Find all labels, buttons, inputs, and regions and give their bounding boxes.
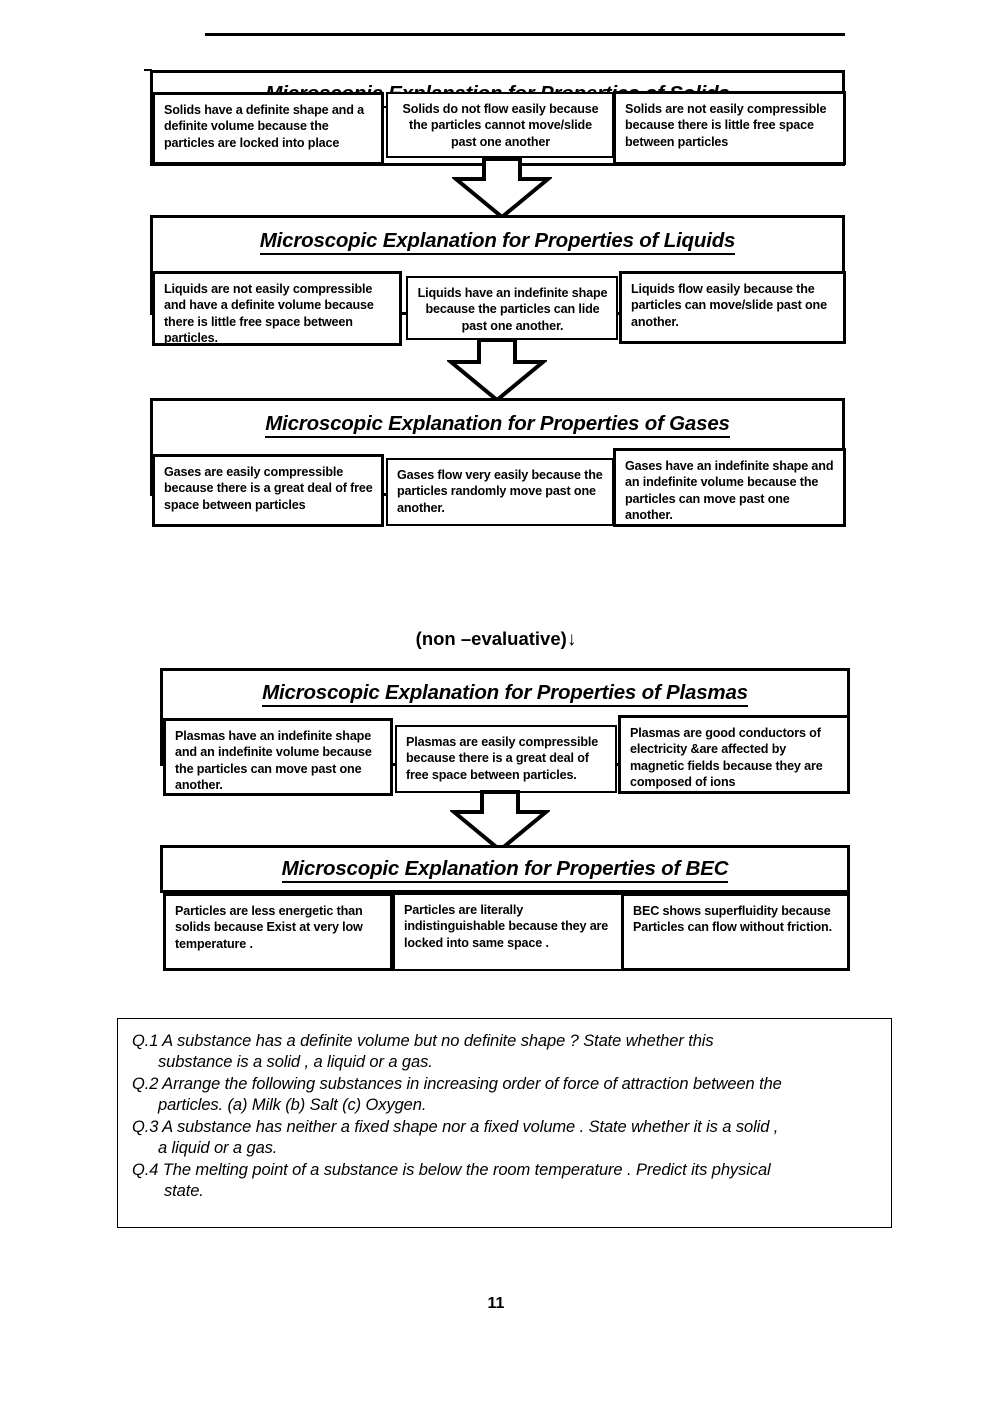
question-4-line-1: Q.4 The melting point of a substance is below the room temperature . Predict its physical <box>132 1160 771 1179</box>
gases-box-2 <box>386 458 614 526</box>
liquids-box-2 <box>406 276 618 340</box>
bec-box-1-text: Particles are less energetic than solids because Exist at very low temperature . <box>175 904 363 951</box>
plasmas-box-1 <box>163 718 393 796</box>
liquids-box-1-text: Liquids are not easily compressible and have a definite volume because there is little free space between particles. <box>164 282 374 346</box>
gases-box-1 <box>152 454 384 527</box>
solids-box-3-text: Solids are not easily compressible because there is little free space between particles <box>625 102 827 149</box>
bec-box-3-text: BEC shows superfluidity because Particles can flow without friction. <box>633 904 832 935</box>
gases-title <box>150 412 845 436</box>
down-arrow-icon: ↓ <box>566 629 577 650</box>
bec-box-1 <box>163 893 393 971</box>
non-evaluative-text: (non –evaluative) <box>415 628 567 649</box>
gases-box-3-text: Gases have an indefinite shape and an indefinite volume because the particles can move past one another. <box>625 459 834 523</box>
question-1-line-1: Q.1 A substance has a definite volume but no definite shape ? State whether this <box>132 1032 714 1050</box>
plasmas-box-2 <box>395 725 617 793</box>
solids-box-3 <box>613 91 846 165</box>
bec-box-2 <box>393 893 623 971</box>
solids-box-2-text: Solids do not flow easily because the particles cannot move/slide past one another <box>402 102 599 149</box>
gases-box-3 <box>613 448 846 527</box>
question-1-line-2: substance is a solid , a liquid or a gas. <box>158 1053 433 1072</box>
plasmas-box-2-text: Plasmas are easily compressible because there is a great deal of free space between particles. <box>406 735 599 782</box>
non-evaluative-note <box>0 628 992 651</box>
page-number <box>0 1295 992 1313</box>
gases-box-2-text: Gases flow very easily because the particles randomly move past one another. <box>397 468 603 515</box>
arrow-plasmas-to-bec <box>450 790 550 852</box>
arrow-solids-to-liquids <box>452 157 552 219</box>
liquids-title <box>150 229 845 253</box>
solids-box-2 <box>386 92 614 158</box>
liquids-box-2-text: Liquids have an indefinite shape because the particles can lide past one another. <box>417 286 608 333</box>
liquids-box-3-text: Liquids flow easily because the particles can move/slide past one another. <box>631 282 827 329</box>
arrow-liquids-to-gases <box>447 338 547 402</box>
liquids-title-text: Microscopic Explanation for Properties of Liquids <box>260 229 735 255</box>
bec-title-text: Microscopic Explanation for Properties of BEC <box>282 857 729 883</box>
plasmas-box-3 <box>618 715 850 794</box>
section-bec <box>160 845 850 893</box>
question-4-line-2: state. <box>164 1182 204 1201</box>
gases-box-1-text: Gases are easily compressible because there is a great deal of free space between particles <box>164 465 373 512</box>
bec-box-2-text: Particles are literally indistinguishable because they are locked into same space . <box>404 903 609 950</box>
plasmas-title <box>160 681 850 705</box>
gases-title-text: Microscopic Explanation for Properties of Gases <box>265 412 730 438</box>
page-number-text: 11 <box>487 1295 505 1312</box>
bec-box-3 <box>621 893 850 971</box>
liquids-box-3 <box>619 271 846 344</box>
question-2-line-1: Q.2 Arrange the following substances in increasing order of force of attraction between the <box>132 1074 782 1093</box>
top-horizontal-rule <box>205 33 845 36</box>
plasmas-box-1-text: Plasmas have an indefinite shape and an indefinite volume because the particles can move past one another. <box>175 729 372 793</box>
plasmas-title-text: Microscopic Explanation for Properties of Plasmas <box>262 681 748 707</box>
plasmas-box-3-text: Plasmas are good conductors of electricity &are affected by magnetic fields because they are composed of ions <box>630 726 823 790</box>
bec-title <box>160 857 850 881</box>
questions-box <box>117 1018 892 1228</box>
question-3-line-1: Q.3 A substance has neither a fixed shape nor a fixed volume . State whether it is a solid , <box>132 1117 779 1136</box>
question-3-line-2: a liquid or a gas. <box>158 1139 278 1158</box>
solids-box-1-text: Solids have a definite shape and a definite volume because the particles are locked into place <box>164 103 364 150</box>
question-2-line-2: particles. (a) Milk (b) Salt (c) Oxygen. <box>158 1096 427 1115</box>
solids-box-1 <box>152 92 384 165</box>
liquids-box-1 <box>152 271 402 346</box>
